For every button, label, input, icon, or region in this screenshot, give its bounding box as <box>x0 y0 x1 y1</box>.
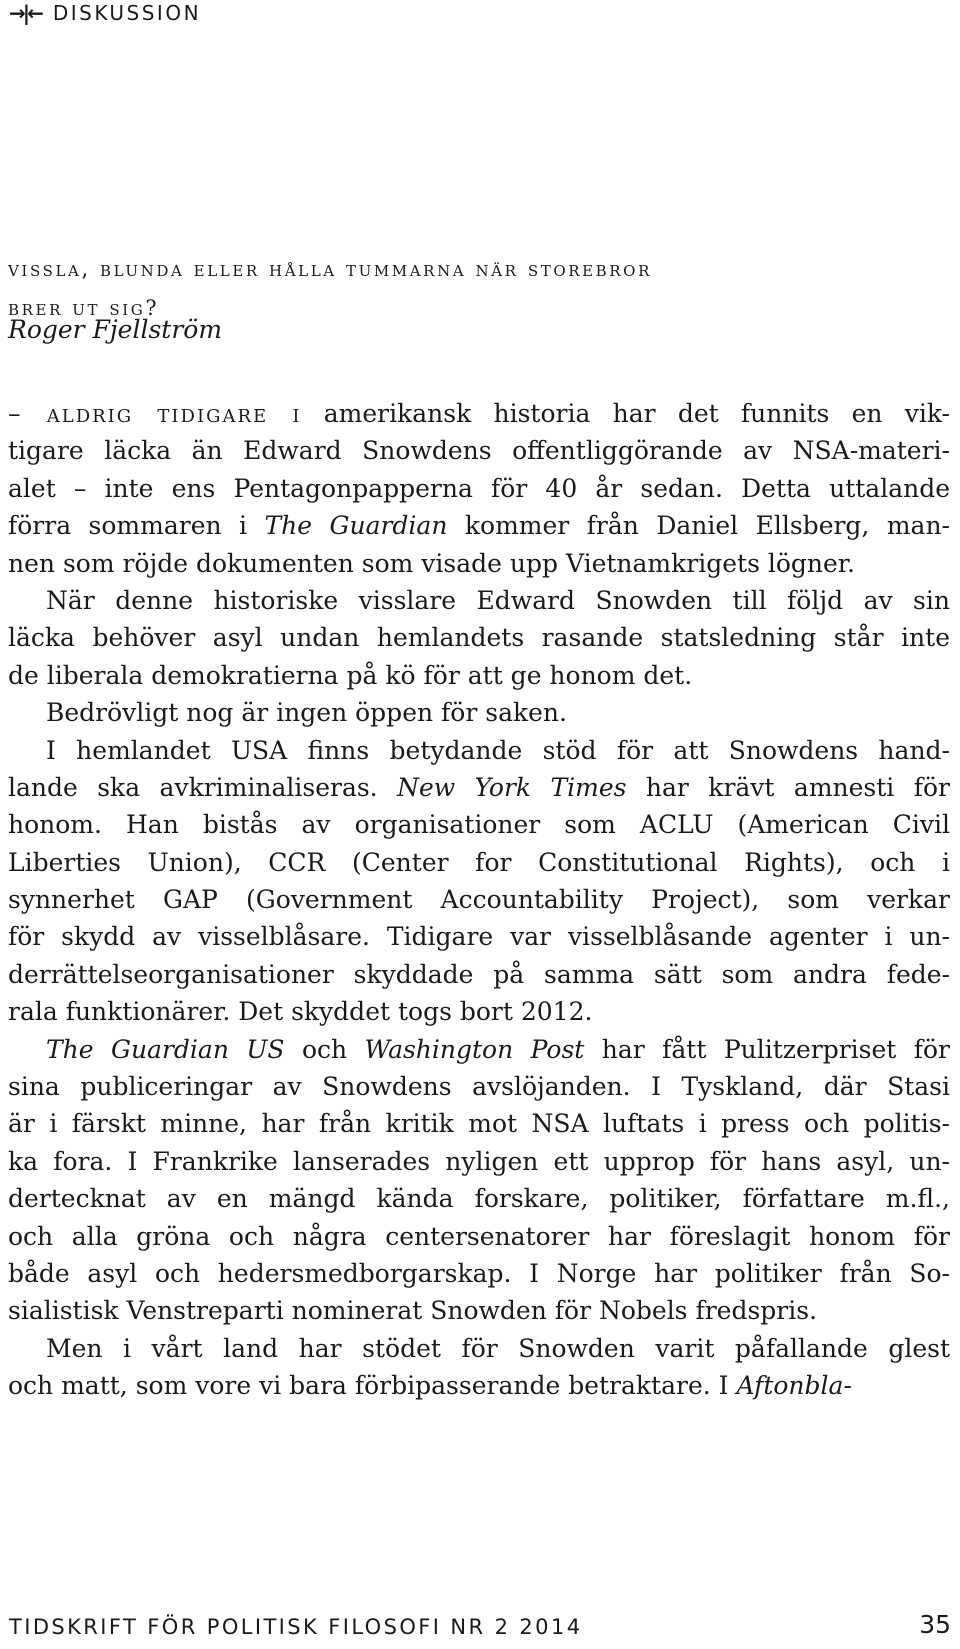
text-line <box>8 470 950 507</box>
text-line <box>8 1330 950 1367</box>
text-line <box>8 1367 950 1404</box>
text-segment: I hemlandet USA finns betydande stöd för att Snowdens hand- <box>46 735 950 765</box>
text-segment: ka fora. I Frankrike lanserades nyligen ett upprop för hans asyl, un- <box>8 1146 950 1176</box>
text-segment: tigare läcka än Edward Snowdens offentliggörande av NSA-materi- <box>8 436 950 466</box>
text-segment: Liberties Union), CCR (Center for Constitutional Rights), och i <box>8 847 950 877</box>
title-line: brer ut sig? <box>8 296 160 320</box>
article-body <box>8 395 950 1405</box>
italic-text: Washington Post <box>364 1034 585 1064</box>
text-line <box>8 881 950 918</box>
text-segment: nen som röjde dokumenten som visade upp Vietnamkrigets lögner. <box>8 548 855 578</box>
text-segment: Men i vårt land har stödet för Snowden varit påfallande glest <box>46 1333 950 1363</box>
text-line <box>8 1105 950 1142</box>
text-line <box>8 657 950 694</box>
section-header <box>9 0 201 26</box>
text-segment: och matt, som vore vi bara förbipasserande betraktare. I <box>8 1371 737 1401</box>
page-number: 35 <box>919 1610 951 1639</box>
text-segment: kommer från Daniel Ellsberg, man- <box>447 511 950 541</box>
text-segment: lande ska avkriminaliseras. <box>8 772 398 802</box>
text-line <box>8 545 950 582</box>
text-line <box>8 1031 950 1068</box>
text-line <box>8 956 950 993</box>
text-segment: derrättelseorganisationer skyddade på samma sätt som andra fede- <box>8 959 950 989</box>
text-segment: läcka behöver asyl undan hemlandets rasande statsledning står inte <box>8 623 950 653</box>
text-line <box>8 582 950 619</box>
italic-text: Aftonbla- <box>736 1371 852 1401</box>
text-segment: rala funktionärer. Det skyddet togs bort 2012. <box>8 997 593 1027</box>
text-segment: förra sommaren i <box>8 511 265 541</box>
text-line <box>8 1255 950 1292</box>
text-segment: amerikansk historia har det funnits en vik- <box>301 399 951 428</box>
text-segment: och alla gröna och några centersenatorer har föreslagit honom för <box>8 1221 950 1251</box>
text-line <box>8 769 950 806</box>
text-line <box>8 694 950 731</box>
text-segment: sialistisk Venstreparti nominerat Snowden för Nobels fredspris. <box>8 1296 818 1326</box>
text-segment: för skydd av visselblåsare. Tidigare var visselblåsande agenter i un- <box>8 922 950 952</box>
text-segment: alet – inte ens Pentagonpapperna för 40 år sedan. Detta uttalande <box>8 473 950 503</box>
text-line <box>8 993 950 1030</box>
text-segment: dertecknat av en mängd kända forskare, politiker, författare m.fl., <box>8 1184 950 1214</box>
text-segment: synnerhet GAP (Government Accountability Project), som verkar <box>8 885 950 915</box>
small-caps-text: – aldrig tidigare i <box>8 399 302 428</box>
text-segment: har fått Pulitzerpriset för <box>584 1034 950 1064</box>
text-segment: och <box>284 1034 365 1064</box>
text-line <box>8 432 950 469</box>
text-line <box>8 1292 950 1329</box>
text-segment: är i färskt minne, har från kritik mot NSA luftats i press och politis- <box>8 1109 950 1139</box>
text-line <box>8 844 950 881</box>
article-author: Roger Fjellström <box>8 315 223 344</box>
text-line <box>8 619 950 656</box>
text-line <box>8 1180 950 1217</box>
text-segment: de liberala demokratierna på kö för att ge honom det. <box>8 660 693 690</box>
text-line <box>8 732 950 769</box>
page-footer <box>9 1599 951 1639</box>
section-arrows-icon: →|← <box>9 1 41 25</box>
text-segment: har krävt amnesti för <box>626 772 950 802</box>
italic-text: New York Times <box>397 772 627 802</box>
text-line <box>8 395 950 432</box>
text-line <box>8 1218 950 1255</box>
text-line <box>8 1068 950 1105</box>
journal-name: TIDSKRIFT FÖR POLITISK FILOSOFI NR 2 2014 <box>9 1615 583 1639</box>
text-segment: Bedrövligt nog är ingen öppen för saken. <box>46 698 567 728</box>
title-line: vissla, blunda eller hålla tummarna när storebror <box>8 257 652 281</box>
text-segment: När denne historiske visslare Edward Snowden till följd av sin <box>46 585 950 615</box>
text-segment: sina publiceringar av Snowdens avslöjanden. I Tyskland, där Stasi <box>8 1072 950 1102</box>
text-line <box>8 918 950 955</box>
text-line <box>8 806 950 843</box>
italic-text: The Guardian <box>264 511 448 541</box>
text-line <box>8 507 950 544</box>
section-label: DISKUSSION <box>52 1 202 25</box>
text-segment: honom. Han bistås av organisationer som ACLU (American Civil <box>8 810 950 840</box>
text-segment: både asyl och hedersmedborgarskap. I Norge har politiker från So- <box>8 1258 950 1288</box>
italic-text: The Guardian US <box>46 1034 285 1064</box>
text-line <box>8 1143 950 1180</box>
